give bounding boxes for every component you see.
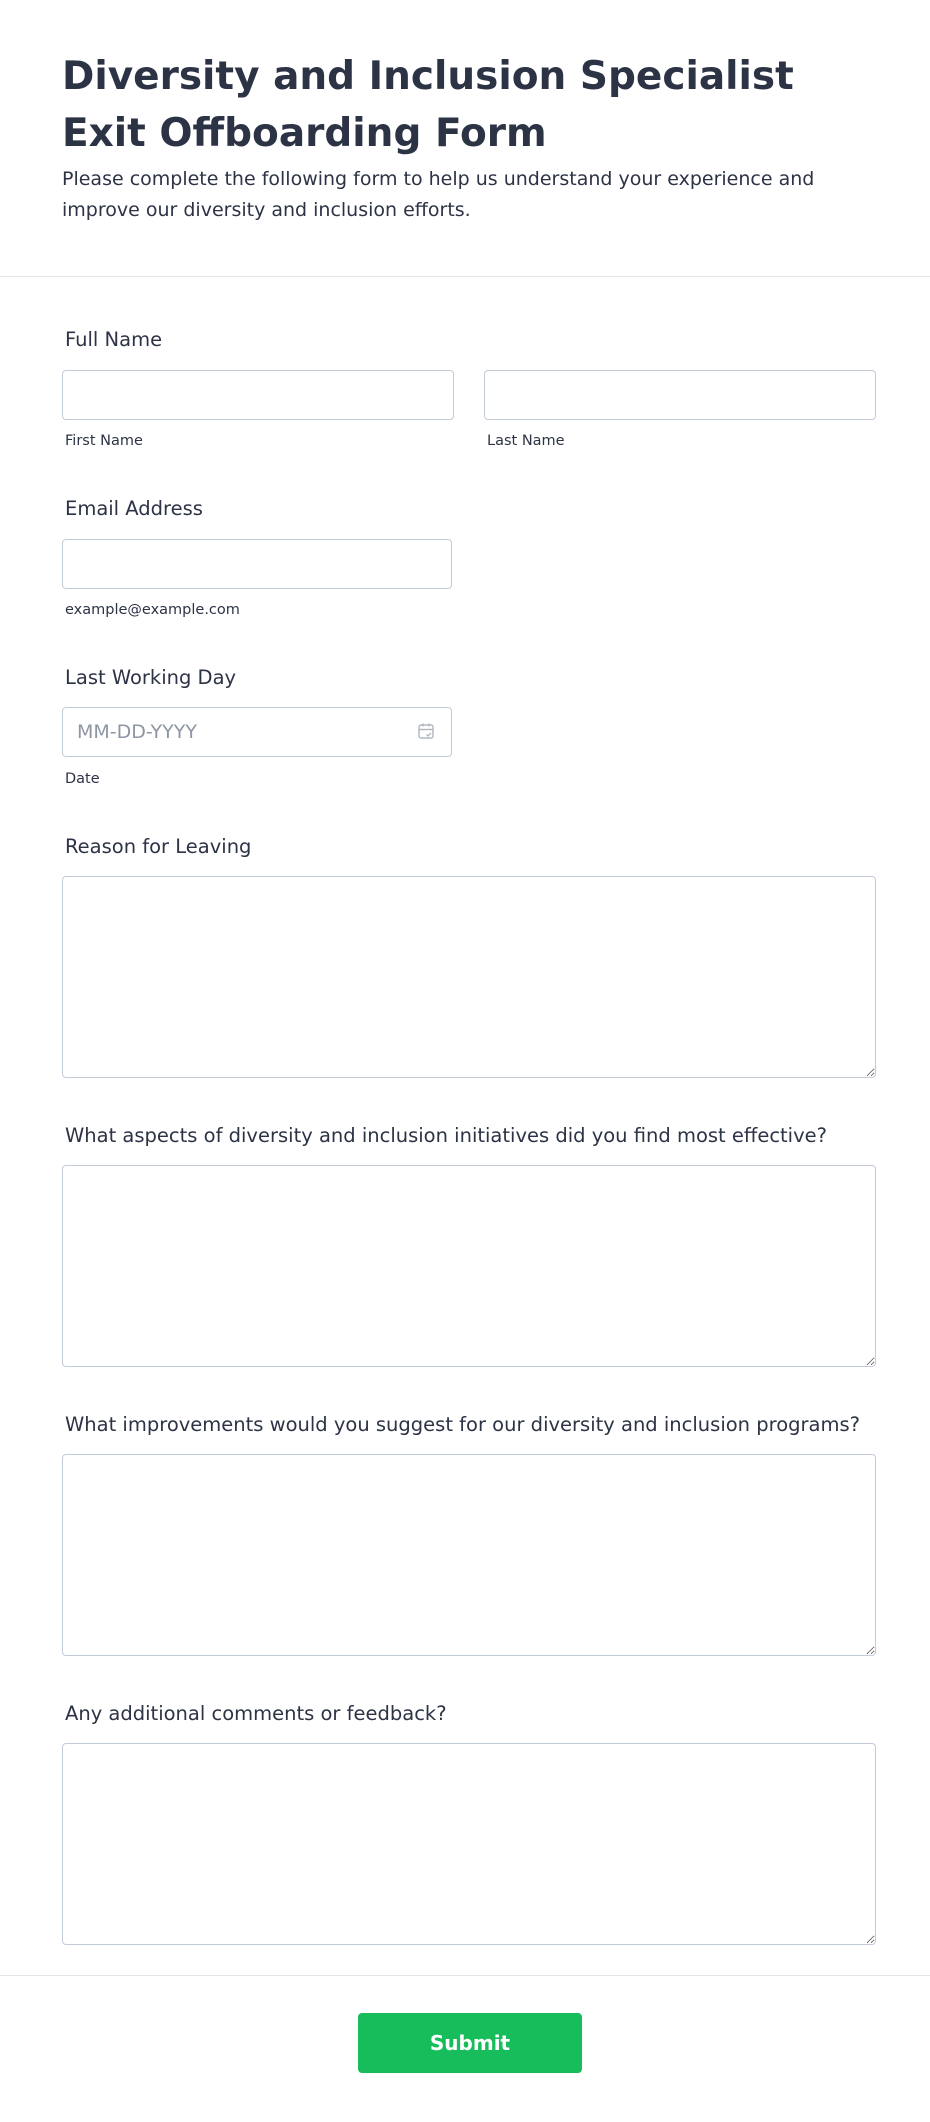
reason-for-leaving-label: Reason for Leaving xyxy=(65,835,252,858)
first-name-sublabel: First Name xyxy=(65,433,143,449)
effective-aspects-label: What aspects of diversity and inclusion initiatives did you find most effective? xyxy=(65,1124,827,1147)
improvements-label: What improvements would you suggest for our diversity and inclusion programs? xyxy=(65,1413,860,1436)
date-sublabel: Date xyxy=(65,771,100,787)
first-name-input[interactable] xyxy=(62,370,454,420)
email-input[interactable] xyxy=(62,539,452,589)
effective-aspects-textarea[interactable] xyxy=(62,1165,876,1367)
calendar-icon[interactable] xyxy=(417,722,435,740)
date-input[interactable] xyxy=(62,707,452,757)
submit-button[interactable]: Submit xyxy=(358,2013,582,2073)
full-name-label: Full Name xyxy=(65,328,163,351)
form-footer xyxy=(0,1975,930,2122)
improvements-textarea[interactable] xyxy=(62,1454,876,1656)
last-name-sublabel: Last Name xyxy=(487,433,565,449)
last-name-input[interactable] xyxy=(484,370,876,420)
reason-for-leaving-textarea[interactable] xyxy=(62,876,876,1078)
form-title: Diversity and Inclusion Specialist Exit Offboarding Form xyxy=(62,54,794,156)
email-label: Email Address xyxy=(65,497,203,520)
last-working-day-label: Last Working Day xyxy=(65,666,237,689)
email-sublabel: example@example.com xyxy=(65,602,240,618)
additional-comments-textarea[interactable] xyxy=(62,1743,876,1945)
form-header xyxy=(0,0,930,277)
additional-comments-label: Any additional comments or feedback? xyxy=(65,1702,447,1725)
form-subtitle: Please complete the following form to help us understand your experience and improve our diversity and inclusion efforts. xyxy=(62,168,815,221)
